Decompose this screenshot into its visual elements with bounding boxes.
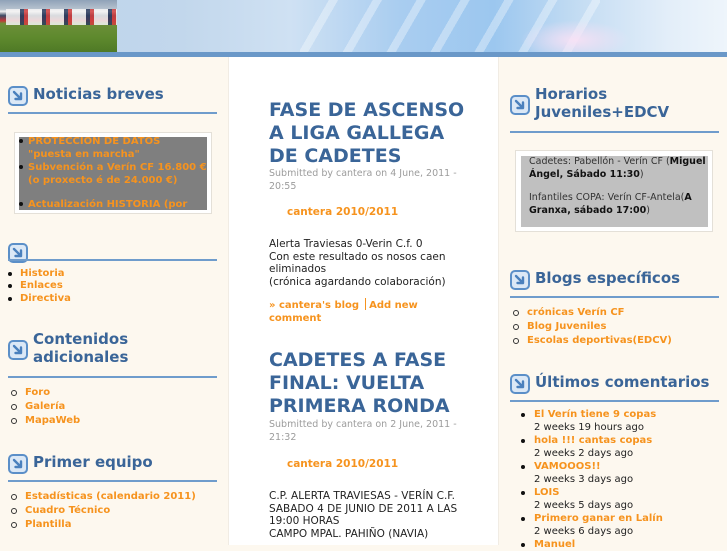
contenidos-adicionales-heading: Contenidos adicionales [8, 330, 148, 366]
primer-equipo-heading: Primer equipo [8, 453, 153, 474]
contenidos-list [8, 386, 80, 428]
arrow-box-icon [510, 374, 530, 394]
arrow-box-icon [510, 95, 530, 115]
comment-item: VAMOOOS!! 2 weeks 3 days ago [521, 460, 663, 486]
post-tag[interactable]: cantera 2010/2011 [287, 458, 399, 470]
menu-item-plantilla[interactable]: Plantilla [8, 518, 196, 532]
blog-item-juveniles[interactable]: Blog Juveniles [510, 320, 672, 334]
arrow-box-icon [8, 86, 28, 106]
comment-item: El Verín tiene 9 copas 2 weeks 19 hours ago [521, 408, 663, 434]
primer-equipo-list [8, 490, 196, 532]
arrow-box-icon [8, 340, 28, 360]
noticias-scroller [14, 132, 212, 214]
post-meta: Submitted by cantera on 2 June, 2011 - 21:32 [269, 419, 457, 443]
horarios-marquee [521, 156, 708, 227]
post-body: Alerta Traviesas 0-Verin C.f. 0 Con este resultado os nosos caen eliminados (crónica agardando colaboración) [269, 238, 446, 288]
comment-item: hola !!! cantas copas 2 weeks 2 days ago [521, 434, 663, 460]
post-tag[interactable]: cantera 2010/2011 [287, 206, 399, 218]
heading-rule [510, 131, 719, 133]
horarios-scroller [515, 150, 713, 232]
post-title[interactable]: CADETES A FASE FINAL: VUELTA PRIMERA RONDA [269, 349, 450, 417]
horario-item: Cadetes: Pabellón - Verín CF (Miguel Ángel, Sábado 11:30) [529, 156, 706, 180]
menu-item-historia[interactable]: Historia [8, 268, 71, 280]
stadium-photo [0, 0, 117, 52]
arrow-box-icon [510, 270, 530, 290]
horarios-heading: Horarios Juveniles+EDCV [510, 85, 670, 121]
heading-rule [510, 296, 719, 298]
post-meta: Submitted by cantera on 4 June, 2011 - 20:55 [269, 168, 457, 192]
comment-item: Manuel [521, 538, 663, 551]
noticia-item[interactable]: Actualización HISTORIA (por [19, 198, 207, 210]
noticias-marquee [19, 137, 207, 210]
menu-item-estadisticas[interactable]: Estadísticas (calendario 2011) [8, 490, 196, 504]
menu-list [8, 268, 71, 305]
noticia-item[interactable]: Subvención a Verín CF 16.800 € (o proxecto é de 24.000 €) [19, 161, 207, 187]
menu-item-foro[interactable]: Foro [8, 386, 80, 400]
post-links [269, 298, 469, 325]
post-title[interactable]: FASE DE ASCENSO A LIGA GALLEGA DE CADETES [269, 99, 465, 167]
ultimos-comentarios-heading: Últimos comentarios [510, 373, 709, 394]
menu-item-enlaces[interactable]: Enlaces [8, 280, 71, 292]
posts-container [229, 57, 499, 545]
menu-item-mapaweb[interactable]: MapaWeb [8, 414, 80, 428]
heading-rule [8, 376, 217, 378]
site-header [0, 0, 727, 52]
noticias-list [19, 137, 207, 210]
horario-item: Infantiles COPA: Verín CF-Antela(A Granxa, sábado 17:00) [529, 192, 692, 216]
blog-item-cronicas[interactable]: crónicas Verín CF [510, 306, 672, 320]
add-comment-link[interactable]: Add new comment [269, 300, 418, 324]
comment-item: Primero ganar en Lalín 2 weeks 6 days ago [521, 512, 663, 538]
heading-rule [510, 400, 719, 402]
heading-rule [8, 480, 217, 482]
menu-item-directiva[interactable]: Directiva [8, 293, 71, 305]
noticias-breves-heading: Noticias breves [8, 85, 164, 106]
blogs-especificos-heading: Blogs específicos [510, 269, 680, 290]
heading-rule [8, 259, 217, 261]
post-body: C.P. ALERTA TRAVIESAS - VERÍN C.F. SABADO 4 DE JUNIO DE 2011 A LAS 19:00 HORAS CAMPO MPAL. PAHIÑO (NAVIA) [269, 490, 458, 540]
menu-item-galeria[interactable]: Galería [8, 400, 80, 414]
link-separator [365, 298, 366, 310]
heading-rule [8, 112, 217, 114]
comments-list [521, 408, 663, 551]
blog-link[interactable]: » cantera's blog [269, 300, 360, 311]
header-glow [520, 20, 630, 52]
blogs-list [510, 306, 672, 348]
noticia-item[interactable]: PROTECCION DE DATOS "puesta en marcha" [19, 137, 207, 161]
arrow-box-icon [8, 454, 28, 474]
blog-item-edcv[interactable]: Escolas deportivas(EDCV) [510, 334, 672, 348]
comment-item: LOIS 2 weeks 5 days ago [521, 486, 663, 512]
menu-item-cuadro-tecnico[interactable]: Cuadro Técnico [8, 504, 196, 518]
stadium-stands [6, 9, 117, 25]
